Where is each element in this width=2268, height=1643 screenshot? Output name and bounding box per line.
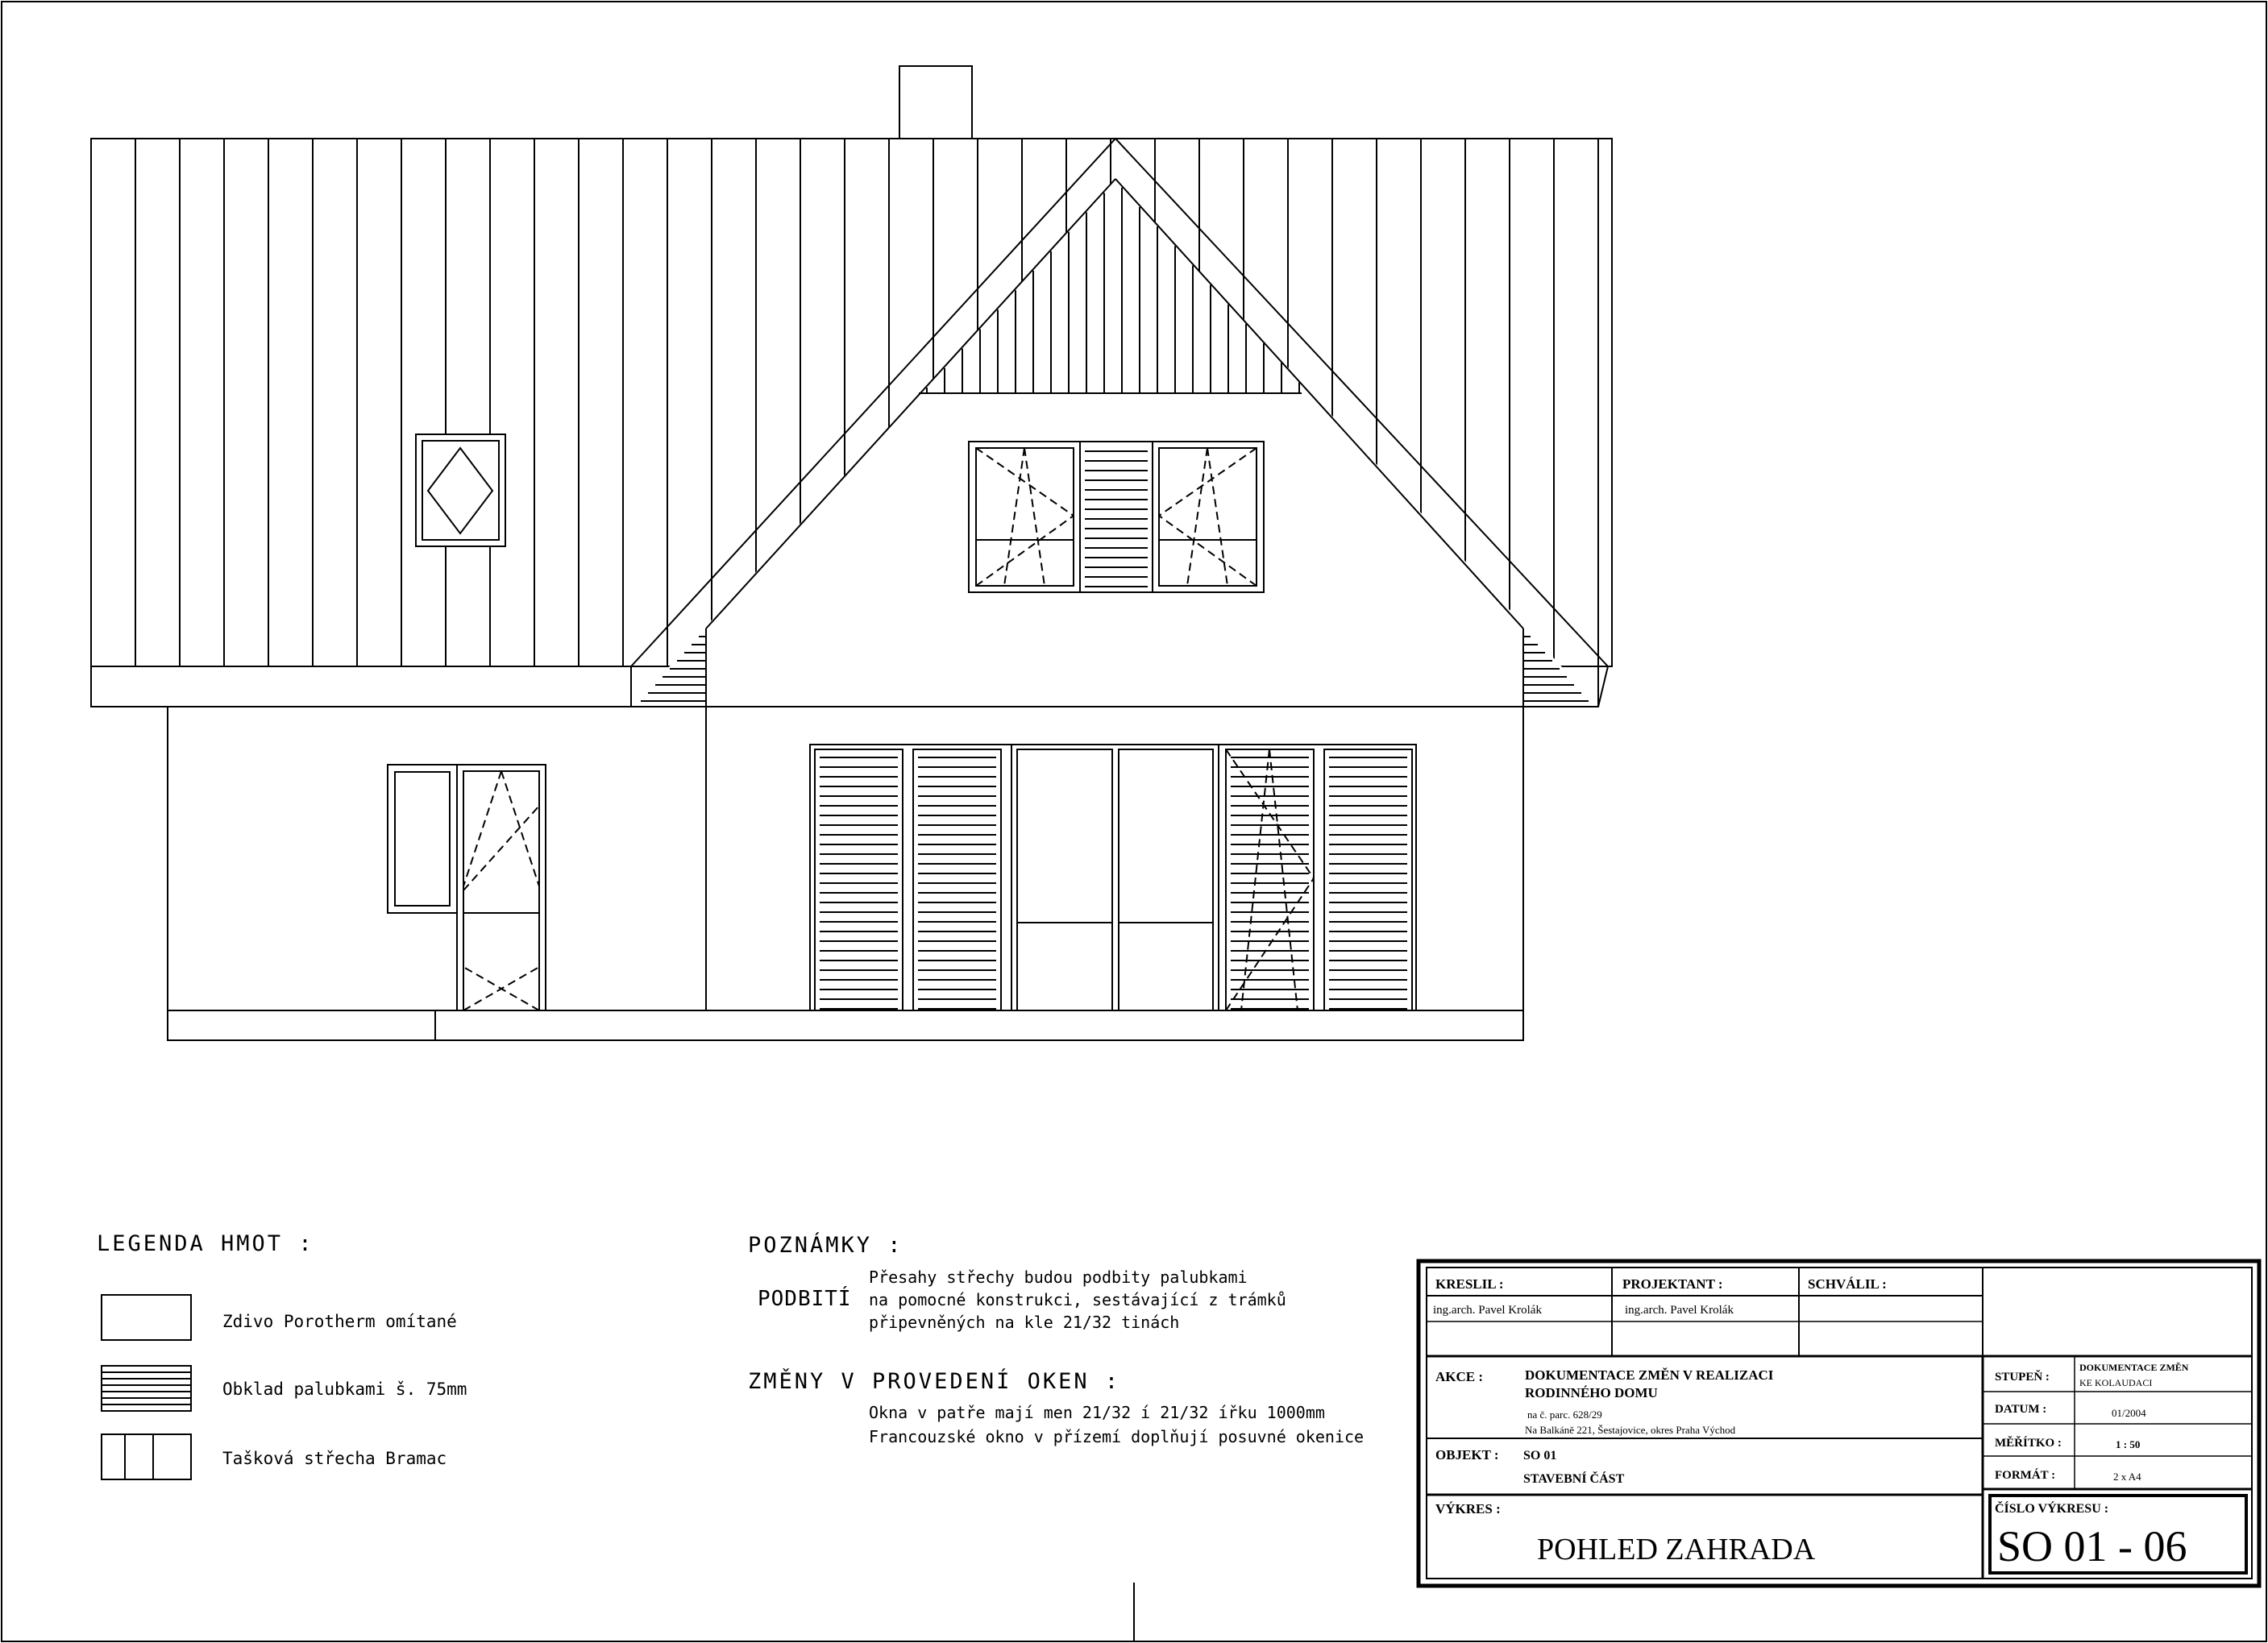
notes-podbiti-line-3: připevněných na kle 21/32 tinách (869, 1313, 1180, 1332)
ground-door-left (457, 765, 546, 1010)
objekt-value-2: STAVEBNÍ ČÁST (1523, 1472, 1625, 1486)
stupen-label: STUPEŇ : (1995, 1371, 2050, 1384)
akce-line-1: DOKUMENTACE ZMĚN V REALIZACI (1525, 1367, 1774, 1383)
roof-window (416, 434, 505, 546)
title-block (1419, 1261, 2259, 1586)
legend (97, 1231, 467, 1479)
patio-doors-and-shutters (810, 745, 1416, 1010)
vykres-value: POHLED ZAHRADA (1537, 1533, 1816, 1566)
legend-item-boards: Obklad palubkami š. 75mm (222, 1380, 467, 1399)
legend-swatch-tiles (102, 1434, 191, 1479)
roof-eave-left (91, 666, 631, 707)
stupen-value-2: KE KOLAUDACI (2079, 1377, 2153, 1388)
notes-changes-title: ZMĚNY V PROVEDENÍ OKEN : (748, 1369, 1121, 1394)
datum-value: 01/2004 (2112, 1407, 2146, 1419)
legend-swatch-plain (102, 1295, 191, 1340)
meritko-label: MĚŘÍTKO : (1995, 1437, 2062, 1450)
kreslil-value: ing.arch. Pavel Krolák (1433, 1304, 1542, 1317)
vykres-label: VÝKRES : (1435, 1501, 1501, 1516)
akce-line-3: na č. parc. 628/29 (1527, 1409, 1602, 1421)
akce-line-2: RODINNÉHO DOMU (1525, 1385, 1658, 1400)
datum-label: DATUM : (1995, 1403, 2047, 1416)
notes-changes-line-2: Francouzské okno v přízemí doplňují posuvné okenice (869, 1427, 1365, 1446)
format-label: FORMÁT : (1995, 1469, 2056, 1482)
projektant-value: ing.arch. Pavel Krolák (1625, 1304, 1734, 1317)
meritko-value: 1 : 50 (2116, 1438, 2141, 1450)
format-value: 2 x A4 (2113, 1471, 2141, 1483)
notes-title: POZNÁMKY : (748, 1233, 903, 1258)
legend-title: LEGENDA HMOT : (97, 1231, 314, 1256)
notes-podbiti-line-2: na pomocné konstrukci, sestávající z trámků (869, 1290, 1286, 1309)
legend-item-tiles: Tašková střecha Bramac (222, 1449, 447, 1468)
notes-podbiti-line-1: Přesahy střechy budou podbity palubkami (869, 1268, 1248, 1287)
upper-window-left (969, 442, 1080, 592)
objekt-label: OBJEKT : (1435, 1447, 1499, 1463)
upper-window-right (1153, 442, 1264, 592)
chimney (899, 66, 972, 140)
cislo-value: SO 01 - 06 (1997, 1522, 2187, 1570)
akce-label: AKCE : (1435, 1369, 1484, 1384)
akce-line-4: Na Balkáně 221, Šestajovice, okres Praha Východ (1525, 1424, 1736, 1436)
notes (748, 1232, 1364, 1446)
cislo-label: ČÍSLO VÝKRESU : (1995, 1502, 2109, 1516)
projektant-label: PROJEKTANT : (1622, 1276, 1723, 1292)
kreslil-label: KRESLIL : (1435, 1276, 1504, 1292)
stupen-value-1: DOKUMENTACE ZMĚN (2079, 1362, 2189, 1373)
legend-item-plain: Zdivo Porotherm omítané (222, 1312, 457, 1331)
notes-podbiti-label: PODBITÍ (758, 1287, 852, 1311)
schvalil-label: SCHVÁLIL : (1808, 1276, 1887, 1292)
notes-changes-line-1: Okna v patře mají men 21/32 í 21/32 ířku 1000mm (869, 1403, 1325, 1422)
upper-louver-shutter (1080, 442, 1153, 592)
objekt-value-1: SO 01 (1523, 1449, 1557, 1463)
ground-window-left (388, 765, 457, 913)
